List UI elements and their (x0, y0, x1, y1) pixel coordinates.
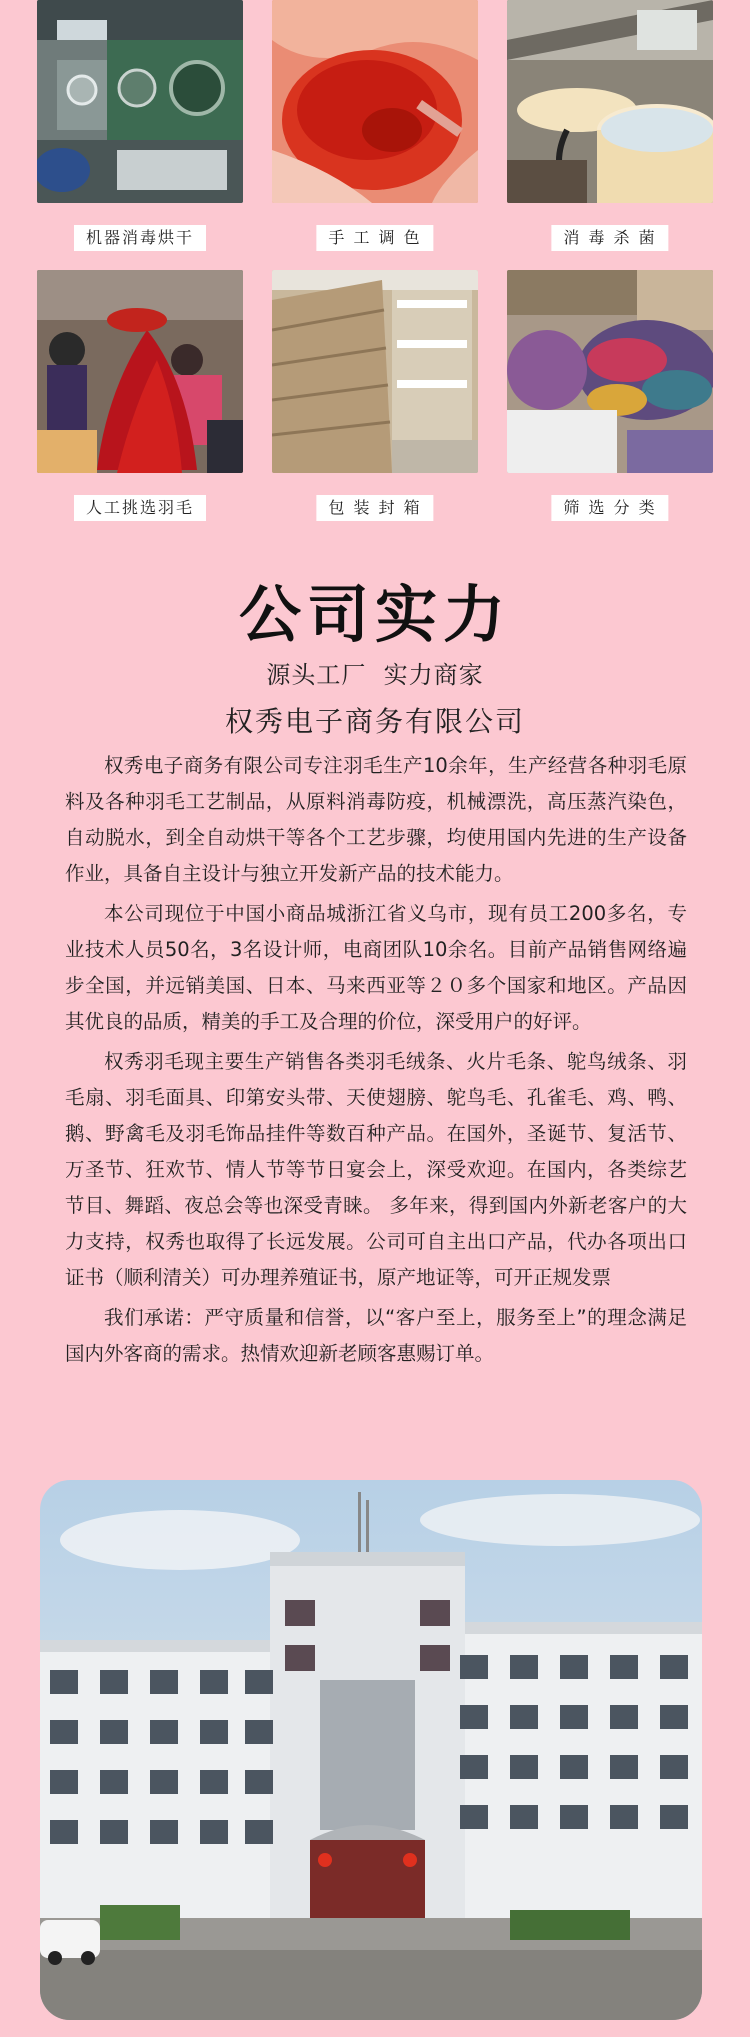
process-step-caption: 消 毒 杀 菌 (551, 225, 668, 251)
machine-drying-photo (37, 0, 243, 203)
process-step-caption: 筛 选 分 类 (551, 495, 668, 521)
factory-building-photo (40, 1480, 702, 2020)
description-paragraph: 我们承诺：严守质量和信誉，以“客户至上，服务至上”的理念满足国内外客商的需求。热情欢迎新老顾客惠赐订单。 (65, 1306, 687, 1365)
description-paragraph: 本公司现位于中国小商品城浙江省义乌市，现有员工200多名，专业技术人员50名，3名设计师，电商团队10余名。目前产品销售网络遍步全国，并远销美国、日本、马来西亚等２０多个国家和地区。产品因其优良的品质，精美的手工及合理的价位，深受用户的好评。 (65, 902, 687, 1033)
feather-sorting-photo (37, 270, 243, 473)
process-step-caption: 机器消毒烘干 (74, 225, 206, 251)
company-description (65, 748, 687, 1376)
process-step-caption: 手 工 调 色 (316, 225, 433, 251)
process-step-caption: 人工挑选羽毛 (74, 495, 206, 521)
hand-dyeing-photo (272, 0, 478, 203)
section-subtitle: 源头工厂 实力商家 (266, 661, 484, 689)
section-title: 公司实力 (238, 578, 511, 651)
process-step-caption: 包 装 封 箱 (316, 495, 433, 521)
description-paragraph: 权秀羽毛现主要生产销售各类羽毛绒条、火片毛条、鸵鸟绒条、羽毛扇、羽毛面具、印第安头带、天使翅膀、鸵鸟毛、孔雀毛、鸡、鸭、鹅、野禽毛及羽毛饰品挂件等数百种产品。在国外，圣诞节、复活节、万圣节、狂欢节、情人节等节日宴会上，深受欢迎。在国内，各类综艺节目、舞蹈、夜总会等也深受青睐。 多年来，得到国内外新老客户的大力支持，权秀也取得了长远发展。公司可自主出口产品，代办各项出口证书（顺利清关）可办理养殖证书，原产地证等，可开正规发票 (65, 1050, 687, 1289)
screening-photo (507, 270, 713, 473)
company-name: 权秀电子商务有限公司 (224, 705, 525, 738)
packing-boxes-photo (272, 270, 478, 473)
process-gallery (0, 0, 750, 520)
disinfection-photo (507, 0, 713, 203)
description-paragraph: 权秀电子商务有限公司专注羽毛生产10余年，生产经营各种羽毛原料及各种羽毛工艺制品，从原料消毒防疫，机械漂洗，高压蒸汽染色，自动脱水，到全自动烘干等各个工艺步骤，均使用国内先进的生产设备作业，具备自主设计与独立开发新产品的技术能力。 (65, 754, 687, 885)
